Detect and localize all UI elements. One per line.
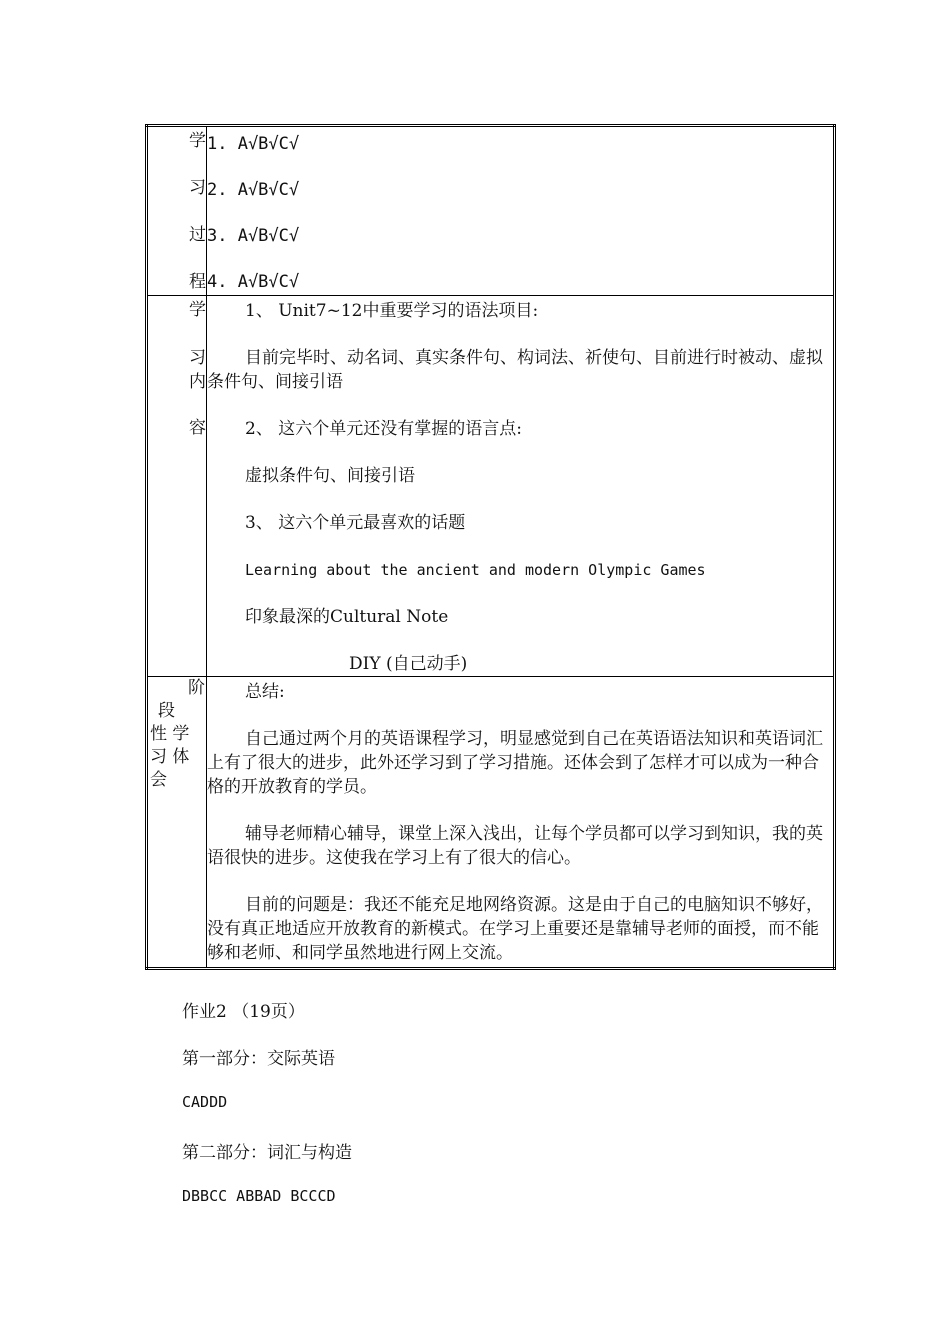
process-label-char: 习 — [189, 178, 206, 198]
content-label-char: 内 — [189, 372, 206, 392]
stage-summary-title: 总结: — [245, 682, 285, 702]
content-body — [207, 296, 835, 677]
content-item1-title: 1、 Unit7~12中重要学习的语法项目: — [245, 301, 539, 321]
stage-label-line: 会 — [150, 770, 167, 790]
stage-row — [147, 677, 835, 969]
stage-paragraph: 辅导老师精心辅导，课堂上深入浅出，让每个学员都可以学习到知识，我的英语很快的进步。这使我在学习上有了很大的信心。 — [207, 824, 823, 868]
homework-heading: 作业2 （19页） — [182, 1002, 305, 1022]
process-answers — [207, 126, 835, 296]
content-label-char: 学 — [189, 300, 206, 320]
stage-label — [147, 677, 207, 969]
content-item1-body: 目前完毕时、动名词、真实条件句、构词法、祈使句、目前进行时被动、虚拟条件句、间接引语 — [207, 348, 823, 392]
content-note-line: 印象最深的Cultural Note — [245, 607, 449, 627]
stage-paragraph: 目前的问题是：我还不能充足地网络资源。这是由于自己的电脑知识不够好，没有真正地适应开放教育的新模式。在学习上重要还是靠辅导老师的面授，而不能够和老师、和同学虽然地进行网上交流。 — [207, 895, 823, 963]
part1-title: 第一部分：交际英语 — [182, 1049, 335, 1069]
study-record-table — [145, 124, 836, 970]
stage-paragraph: 自己通过两个月的英语课程学习，明显感觉到自己在英语语法知识和英语词汇上有了很大的进步，此外还学习到了学习措施。还体会到了怎样才可以成为一种合格的开放教育的学员。 — [207, 729, 823, 797]
content-item2-body: 虚拟条件句、间接引语 — [245, 466, 415, 486]
process-label-char: 程 — [189, 272, 206, 292]
content-row — [147, 296, 835, 677]
content-item2-title: 2、 这六个单元还没有掌握的语言点: — [245, 419, 522, 439]
content-label-char: 习 — [189, 348, 206, 368]
answer-line: 4. A√B√C√ — [207, 272, 300, 292]
answer-line: 1. A√B√C√ — [207, 134, 300, 154]
content-item3-body: Learning about the ancient and modern Olympic Games — [245, 561, 706, 579]
part2-answers: DBBCC ABBAD BCCCD — [182, 1187, 336, 1205]
stage-label-line: 习 体 — [150, 747, 190, 767]
content-diy-line: DIY (自己动手) — [349, 654, 468, 674]
process-row — [147, 126, 835, 296]
content-item3-title: 3、 这六个单元最喜欢的话题 — [245, 513, 466, 533]
part2-title: 第二部分：词汇与构造 — [182, 1143, 352, 1163]
stage-label-line: 阶 — [188, 678, 205, 698]
part1-answers: CADDD — [182, 1093, 228, 1111]
process-label-char: 学 — [189, 131, 206, 151]
content-label — [147, 296, 207, 677]
answer-line: 3. A√B√C√ — [207, 226, 300, 246]
stage-label-line: 性 学 — [150, 724, 190, 744]
answer-line: 2. A√B√C√ — [207, 180, 300, 200]
process-label-char: 过 — [189, 225, 206, 245]
content-label-char: 容 — [189, 418, 206, 438]
process-label — [147, 126, 207, 296]
stage-label-line: 段 — [158, 701, 175, 721]
stage-body — [207, 677, 835, 969]
